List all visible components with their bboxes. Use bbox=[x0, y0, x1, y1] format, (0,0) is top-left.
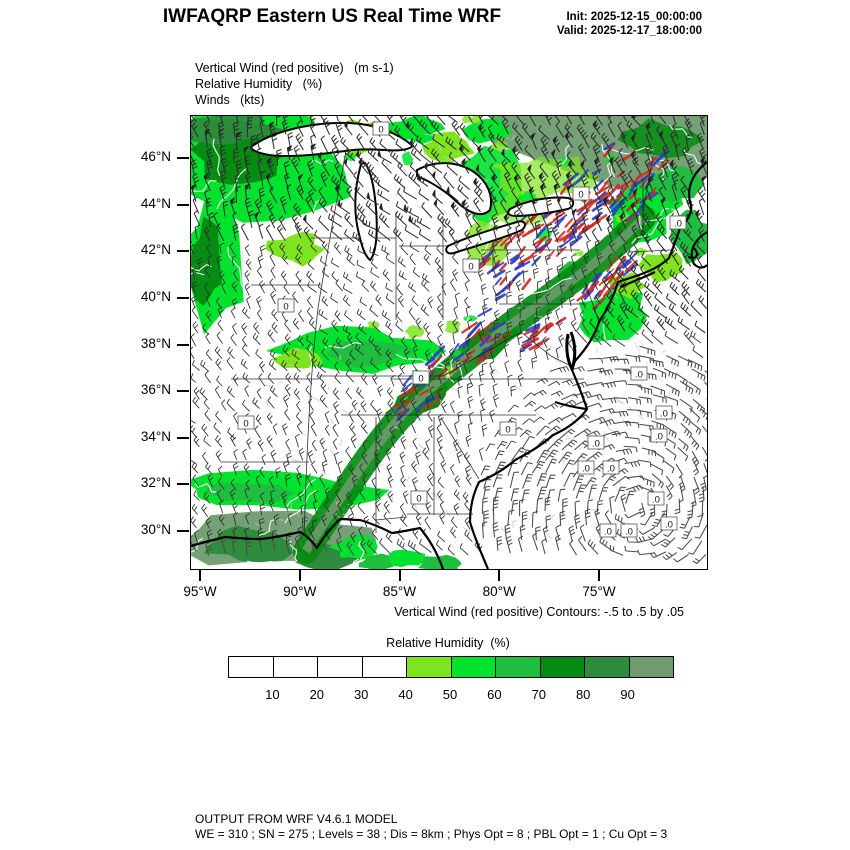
y-tick bbox=[177, 530, 189, 532]
svg-text:0: 0 bbox=[468, 261, 474, 273]
svg-text:.0: .0 bbox=[592, 438, 600, 450]
y-tick bbox=[177, 437, 189, 439]
y-tick bbox=[177, 390, 189, 392]
y-tick-label: 46°N bbox=[140, 149, 171, 164]
y-tick bbox=[177, 157, 189, 159]
svg-text:.0: .0 bbox=[660, 408, 668, 420]
colorbar-segment bbox=[407, 657, 452, 677]
svg-text:0: 0 bbox=[418, 373, 424, 385]
colorbar-segment bbox=[229, 657, 274, 677]
x-tick-label: 75°W bbox=[582, 584, 616, 599]
svg-text:.0: .0 bbox=[625, 526, 633, 538]
field-labels bbox=[195, 60, 394, 108]
colorbar-segment bbox=[541, 657, 586, 677]
y-tick-label: 30°N bbox=[140, 522, 171, 537]
colorbar-segment bbox=[274, 657, 319, 677]
svg-text:0: 0 bbox=[378, 124, 384, 136]
colorbar-tick-label: 50 bbox=[442, 687, 458, 702]
colorbar-segment bbox=[318, 657, 363, 677]
colorbar-segment bbox=[585, 657, 630, 677]
colorbar-tick-label: 80 bbox=[575, 687, 591, 702]
colorbar-tick-label: 30 bbox=[353, 687, 369, 702]
x-tick bbox=[199, 570, 201, 581]
footer-line2: WE = 310 ; SN = 275 ; Levels = 38 ; Dis = 8km ; Phys Opt = 8 ; PBL Opt = 1 ; Cu Opt = 3 bbox=[195, 827, 668, 841]
x-tick-label: 90°W bbox=[283, 584, 317, 599]
svg-text:.0: .0 bbox=[604, 526, 612, 538]
x-tick-label: 95°W bbox=[183, 584, 217, 599]
colorbar-title: Relative Humidity (%) bbox=[386, 636, 510, 650]
svg-text:.0: .0 bbox=[655, 431, 663, 443]
map-plot bbox=[191, 116, 707, 569]
y-tick-label: 36°N bbox=[140, 382, 171, 398]
x-tick bbox=[598, 570, 600, 581]
colorbar-tick-label: 20 bbox=[309, 687, 325, 702]
relative-humidity-label: Relative Humidity (%) bbox=[195, 77, 323, 91]
y-tick-label: 40°N bbox=[140, 288, 171, 304]
y-tick bbox=[177, 344, 189, 346]
colorbar-segment bbox=[363, 657, 408, 677]
y-tick-label: 34°N bbox=[140, 428, 171, 444]
svg-text:.0: .0 bbox=[665, 519, 673, 531]
contour-note: Vertical Wind (red positive) Contours: -.5 to .5 by .05 bbox=[394, 605, 684, 619]
svg-text:0: 0 bbox=[505, 424, 511, 436]
svg-text:0: 0 bbox=[578, 189, 584, 201]
page-title: IWFAQRP Eastern US Real Time WRF bbox=[162, 6, 502, 27]
footer-line1: OUTPUT FROM WRF V4.6.1 MODEL bbox=[195, 812, 398, 826]
svg-text:0: 0 bbox=[243, 418, 249, 430]
svg-text:.0: .0 bbox=[674, 218, 682, 230]
y-tick bbox=[177, 204, 189, 206]
x-tick bbox=[299, 570, 301, 581]
svg-text:.0: .0 bbox=[582, 463, 590, 475]
colorbar-tick-label: 90 bbox=[620, 687, 635, 702]
svg-text:0: 0 bbox=[416, 493, 422, 505]
colorbar-tick-label: 10 bbox=[265, 687, 280, 702]
svg-text:.0: .0 bbox=[607, 463, 615, 475]
colorbar-segment bbox=[630, 657, 674, 677]
colorbar bbox=[228, 656, 674, 678]
colorbar-segment bbox=[496, 657, 541, 677]
y-tick bbox=[177, 483, 189, 485]
y-tick-label: 38°N bbox=[140, 335, 171, 351]
x-tick bbox=[498, 570, 500, 581]
y-tick-label: 32°N bbox=[140, 475, 171, 491]
vertical-wind-label: Vertical Wind (red positive) (m s-1) bbox=[195, 61, 394, 75]
colorbar-segment bbox=[452, 657, 497, 677]
valid-time: Valid: 2025-12-17_18:00:00 bbox=[556, 25, 702, 37]
colorbar-tick-label: 40 bbox=[398, 687, 413, 702]
map-plot-frame bbox=[190, 115, 708, 570]
svg-text:.0: .0 bbox=[652, 494, 660, 506]
y-tick bbox=[177, 297, 189, 299]
winds-label: Winds (kts) bbox=[195, 93, 265, 107]
svg-text:.0: .0 bbox=[635, 369, 643, 381]
svg-text:0: 0 bbox=[283, 301, 289, 313]
colorbar-tick-label: 70 bbox=[531, 687, 547, 702]
init-time: Init: 2025-12-15_00:00:00 bbox=[566, 11, 702, 23]
y-tick-label: 42°N bbox=[140, 242, 171, 258]
colorbar-tick-label: 60 bbox=[487, 687, 502, 702]
x-tick bbox=[399, 570, 401, 581]
y-tick-label: 44°N bbox=[140, 195, 171, 211]
x-tick-label: 85°W bbox=[382, 584, 417, 599]
run-times bbox=[557, 10, 702, 38]
y-tick bbox=[177, 250, 189, 252]
x-tick-label: 80°W bbox=[482, 584, 516, 599]
footer-text bbox=[195, 812, 667, 842]
